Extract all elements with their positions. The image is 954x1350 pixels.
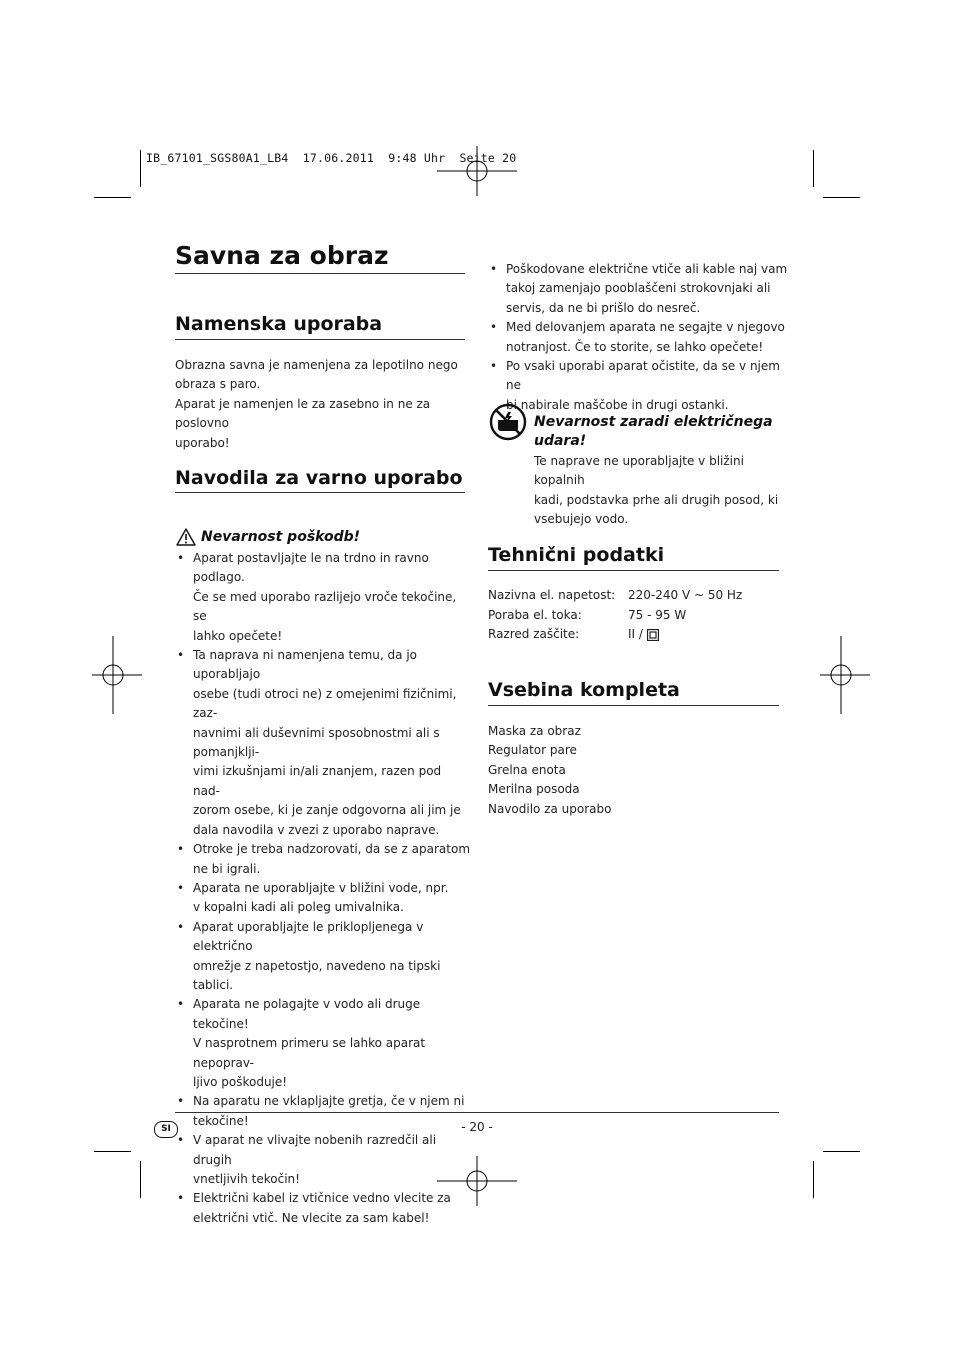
list-item: • Po vsaki uporabi aparat očistite, da se v njem ne bi nabirale maščobe in drugi ostanki. xyxy=(488,357,788,415)
list-item: • Na aparatu ne vklapljajte gretja, če v njem ni tekočine! xyxy=(175,1092,470,1131)
no-water-electric-icon xyxy=(489,403,527,441)
list-item: Regulator pare xyxy=(488,743,577,758)
list-item: • Med delovanjem aparata ne segajte v njegovo notranjost. Če to storite, se lahko opečete! xyxy=(488,318,788,357)
injury-warning-header xyxy=(176,528,360,546)
list-item: Navodilo za uporabo xyxy=(488,801,612,816)
protection-class-ii-icon xyxy=(647,629,659,641)
safety-heading: Navodila za varno uporabo xyxy=(175,467,463,489)
list-item: • Aparata ne uporabljajte v bližini vode, npr. v kopalni kadi ali poleg umivalnika. xyxy=(175,879,470,918)
contents-list xyxy=(488,722,612,819)
crop-registration-mark-icon xyxy=(92,636,142,714)
contents-rule xyxy=(488,705,779,706)
tech-row: Razred zaščite: II / xyxy=(488,625,742,645)
list-item: Merilna posoda xyxy=(488,782,580,797)
list-item: • Otroke je treba nadzorovati, da se z aparatom ne bi igrali. xyxy=(175,840,470,879)
intended-use-text: Obrazna savna je namenjena za lepotilno nego obraza s paro. Aparat je namenjen le za zasebno in ne za poslovno uporabo! xyxy=(175,358,458,450)
print-header: IB_67101_SGS80A1_LB4 17.06.2011 9:48 Uhr Seite 20 xyxy=(146,151,517,165)
list-item: • Električni kabel iz vtičnice vedno vlecite za električni vtič. Ne vlecite za sam kabel! xyxy=(175,1189,470,1228)
list-item: • Aparat uporabljajte le priklopljenega v električno omrežje z napetostjo, navedeno na tipski tablici. xyxy=(175,918,470,996)
list-item: Grelna enota xyxy=(488,762,566,777)
warning-triangle-icon xyxy=(176,528,196,546)
tech-row: Poraba el. toka: 75 - 95 W xyxy=(488,607,687,622)
safety-list-right xyxy=(488,260,788,415)
title-rule xyxy=(175,273,465,274)
electric-warning-text: Te naprave ne uporabljajte v bližini kopalnih kadi, podstavka prhe ali drugih posod, ki vsebujejo vodo. xyxy=(534,454,779,527)
electric-warning-title: Nevarnost zaradi električnega udara! xyxy=(534,414,773,449)
list-item: • Ta naprava ni namenjena temu, da jo uporabljajo osebe (tudi otroci ne) z omejenimi fizičnimi, zaz- navnimi ali duševnimi sposobnostmi ali s pomanjklji- vimi izkušnjami in/ali znanjem, razen pod nad- zorom osebe, ki je zanje odgovorna ali jim je dala navodila v zvezi z uporabo naprave. xyxy=(175,646,470,840)
contents-heading: Vsebina kompleta xyxy=(488,679,680,701)
footer-rule xyxy=(175,1112,779,1113)
injury-warning-title: Nevarnost poškodb! xyxy=(201,529,361,545)
tech-heading: Tehnični podatki xyxy=(488,544,665,566)
list-item: • Aparata ne polagajte v vodo ali druge tekočine! V nasprotnem primeru se lahko aparat nepoprav- ljivo poškoduje! xyxy=(175,995,470,1092)
list-item: Maska za obraz xyxy=(488,724,581,738)
page-number: - 20 - xyxy=(461,1120,493,1134)
tech-table xyxy=(488,586,742,645)
intended-use-rule xyxy=(175,339,465,340)
intended-use-heading: Namenska uporaba xyxy=(175,313,383,335)
safety-list-left xyxy=(175,549,470,1228)
tech-rule xyxy=(488,570,779,571)
tech-row: Nazivna el. napetost: 220-240 V ~ 50 Hz xyxy=(488,588,743,602)
language-badge: SI xyxy=(154,1121,178,1138)
safety-rule xyxy=(175,492,465,493)
list-item: • V aparat ne vlivajte nobenih razredčil ali drugih vnetljivih tekočin! xyxy=(175,1131,470,1189)
page-title: Savna za obraz xyxy=(175,241,389,270)
list-item: • Aparat postavljajte le na trdno in ravno podlago. Če se med uporabo razlijejo vroče tekočine, se lahko opečete! xyxy=(175,549,470,646)
list-item: • Poškodovane električne vtiče ali kable naj vam takoj zamenjajo pooblaščeni strokovnjaki ali servis, da ne bi prišlo do nesreč. xyxy=(488,260,788,318)
crop-registration-mark-icon xyxy=(820,636,870,714)
